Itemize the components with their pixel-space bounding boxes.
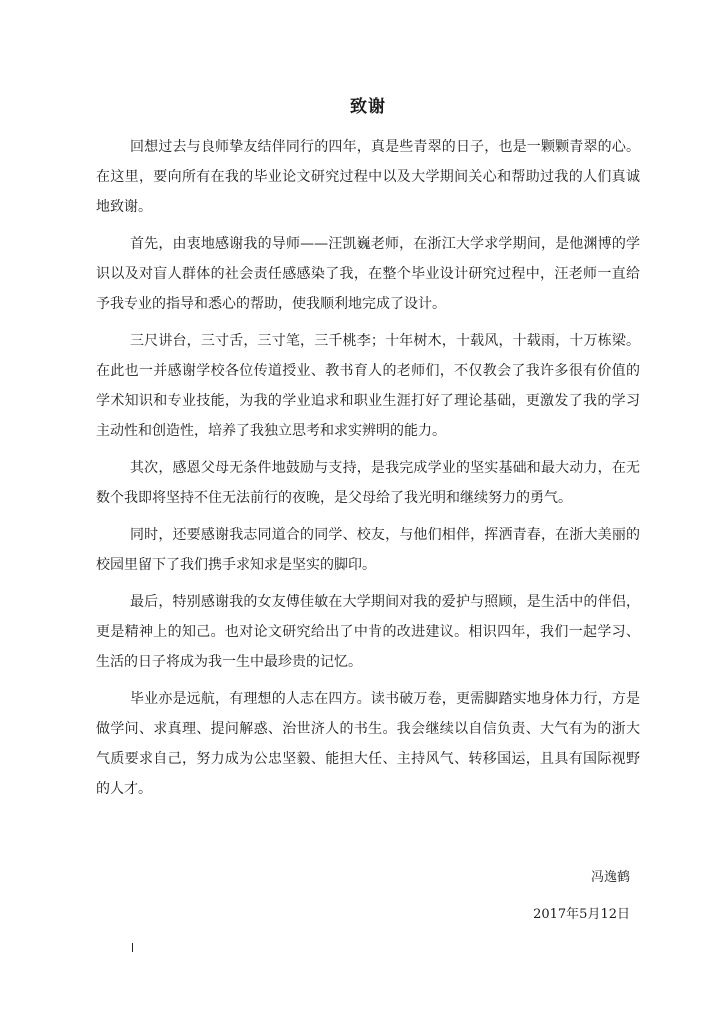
paragraph-5: 同时，还要感谢我志同道合的同学、校友，与他们相伴，挥洒青春，在浙大美丽的校园里留下了我们携手求知求是坚实的脚印。: [96, 527, 640, 573]
author-signature: 冯逸鹤: [590, 870, 630, 885]
acknowledgement-page: [96, 0, 640, 1024]
document-date: 2017年5月12日: [533, 907, 630, 922]
paragraph-6: 最后，特别感谢我的女友傅佳敏在大学期间对我的爱护与照顾，是生活中的伴侣，更是精神上的知己。也对论文研究给出了中肯的改进建议。相识四年，我们一起学习、生活的日子将成为我一生中最珍贵的记忆。: [96, 594, 640, 670]
page-title: 致谢: [350, 97, 386, 117]
paragraph-1: 回想过去与良师挚友结伴同行的四年，真是些青翠的日子，也是一颗颗青翠的心。在这里，要向所有在我的毕业论文研究过程中以及大学期间关心和帮助过我的人们真诚地致谢。: [96, 139, 640, 215]
text-cursor-mark: [132, 943, 133, 952]
paragraph-7: 毕业亦是远航，有理想的人志在四方。读书破万卷，更需脚踏实地身体力行，方是做学问、求真理、提问解惑、治世济人的书生。我会继续以自信负责、大气有为的浙大气质要求自己，努力成为公忠坚毅、能担大任、主持风气、转移国运，且具有国际视野的人才。: [96, 691, 640, 797]
paragraph-4: 其次，感恩父母无条件地鼓励与支持，是我完成学业的坚实基础和最大动力，在无数个我即将坚持不住无法前行的夜晚，是父母给了我光明和继续努力的勇气。: [96, 460, 640, 506]
paragraph-3: 三尺讲台，三寸舌，三寸笔，三千桃李；十年树木，十载风，十载雨，十万栋梁。在此也一并感谢学校各位传道授业、教书育人的老师们，不仅教会了我许多很有价值的学术知识和专业技能，为我的学业追求和职业生涯打好了理论基础，更激发了我的学习主动性和创造性，培养了我独立思考和求实辨明的能力。: [96, 333, 640, 439]
acknowledgement-body: [96, 132, 640, 811]
paragraph-2: 首先，由衷地感谢我的导师——汪凯巍老师，在浙江大学求学期间，是他渊博的学识以及对盲人群体的社会责任感感染了我，在整个毕业设计研究过程中，汪老师一直给予我专业的指导和悉心的帮助，使我顺利地完成了设计。: [96, 236, 640, 312]
